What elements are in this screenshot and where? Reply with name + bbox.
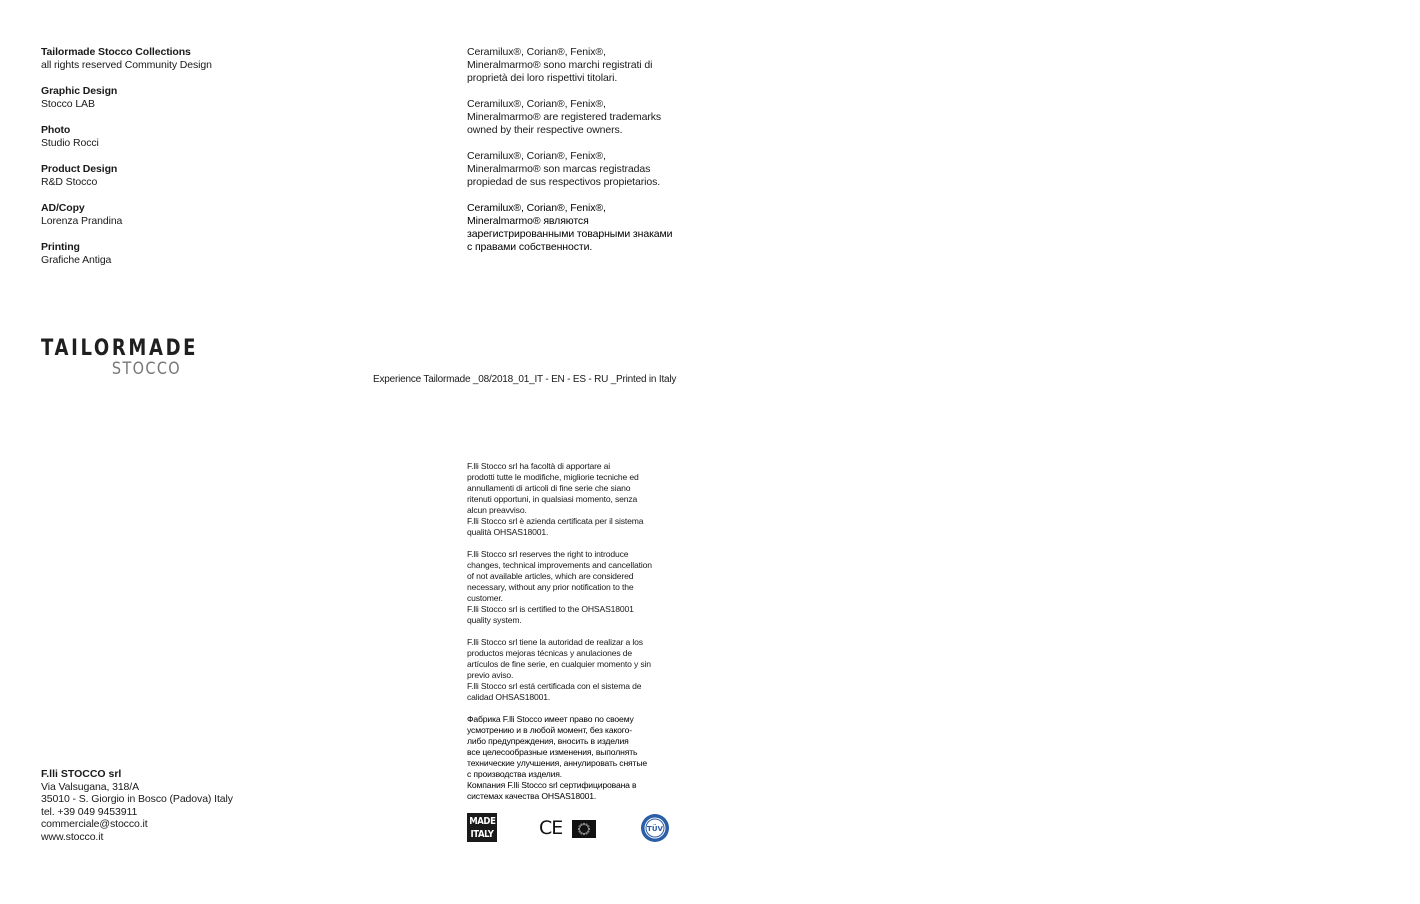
trademark-notice-en: Ceramilux®, Corian®, Fenix®, Mineralmarmo® are registered trademarks owned by their respective owners. <box>467 98 662 136</box>
trademark-notices <box>467 46 677 267</box>
credit-product-design <box>41 163 341 189</box>
logo-wordmark: TAILORMADE <box>41 336 199 361</box>
tuv-label: TÜV <box>647 825 663 833</box>
credit-graphic-design <box>41 85 341 111</box>
disclaimer-it: F.lli Stocco srl ha facoltà di apportare ai prodotti tutte le modifiche, migliorie tecniche ed annullamenti di articoli di fine serie che siano ritenuti opportuni, in qualsiasi momento, senza alcun preavviso. F.lli Stocco srl è azienda certificata per il sistema qualità OHSAS18001. <box>467 461 644 537</box>
made-in-italy-line2: ITALY <box>470 828 494 840</box>
company-website: www.stocco.it <box>41 830 104 843</box>
credit-value: all rights reserved Community Design <box>41 59 212 71</box>
disclaimer-en: F.lli Stocco srl reserves the right to introduce changes, technical improvements and cancellation of not available articles, which are considered necessary, without any prior notification to the customer. F.lli Stocco srl is certified to the OHSAS18001 quality system. <box>467 549 652 625</box>
credit-photo <box>41 124 341 150</box>
credit-title: Graphic Design <box>41 85 118 97</box>
credit-title: Tailormade Stocco Collections <box>41 46 191 58</box>
eu-flag-icon <box>572 820 596 838</box>
company-city: 35010 - S. Giorgio in Bosco (Padova) Italy <box>41 793 233 806</box>
credits-block <box>41 46 341 280</box>
ce-mark-icon: CE <box>539 817 563 839</box>
tuv-certification-icon <box>640 813 670 843</box>
credit-value: R&D Stocco <box>41 176 98 188</box>
made-in-italy-line1: MADE <box>469 815 496 827</box>
disclaimer-es: F.lli Stocco srl tiene la autoridad de realizar a los productos mejoras técnicas y anulaciones de artículos de fine serie, en cualquier momento y sin previo aviso. F.lli Stocco srl está certificada con el sistema de calidad OHSAS18001. <box>467 637 651 702</box>
credit-value: Grafiche Antiga <box>41 254 112 266</box>
company-phone: tel. +39 049 9453911 <box>41 805 138 818</box>
credit-ad-copy <box>41 202 341 228</box>
logo-subwordmark: STOCCO <box>111 359 181 379</box>
credit-title: Product Design <box>41 163 118 175</box>
credit-value: Stocco LAB <box>41 98 95 110</box>
credit-title: Printing <box>41 241 80 253</box>
credit-value: Lorenza Prandina <box>41 215 123 227</box>
tailormade-stocco-logo <box>41 336 199 379</box>
credit-value: Studio Rocci <box>41 137 99 149</box>
made-in-italy-icon <box>467 813 497 842</box>
disclaimer-ru: Фабрика F.lli Stocco имеет право по своему усмотрению и в любой момент, без какого- либо предупреждения, вносить в изделия все целесообразные изменения, выполнять технические улучшения, аннулировать снятые с производства изделия. Компания F.lli Stocco srl сертифицирована в системах качества OHSAS18001. <box>467 714 648 801</box>
credit-printing <box>41 241 341 267</box>
company-name: F.lli STOCCO srl <box>41 768 122 780</box>
credit-title: AD/Copy <box>41 202 85 214</box>
trademark-notice-it: Ceramilux®, Corian®, Fenix®, Mineralmarmo® sono marchi registrati di proprietà dei loro rispettivi titolari. <box>467 46 653 84</box>
company-info <box>41 768 301 844</box>
trademark-notice-ru: Ceramilux®, Corian®, Fenix®, Mineralmarmo® являются зарегистрированными товарными знаками с правами собственности. <box>467 202 673 253</box>
trademark-notice-es: Ceramilux®, Corian®, Fenix®, Mineralmarmo® son marcas registradas propiedad de sus respectivos propietarios. <box>467 150 661 188</box>
credit-title: Photo <box>41 124 71 136</box>
certification-marks <box>467 812 672 844</box>
edition-line: Experience Tailormade _08/2018_01_IT - EN - ES - RU _Printed in Italy <box>373 374 677 385</box>
company-address: Via Valsugana, 318/A <box>41 780 140 793</box>
credit-collections <box>41 46 341 72</box>
disclaimer-block <box>467 461 672 813</box>
company-email: commerciale@stocco.it <box>41 818 148 831</box>
